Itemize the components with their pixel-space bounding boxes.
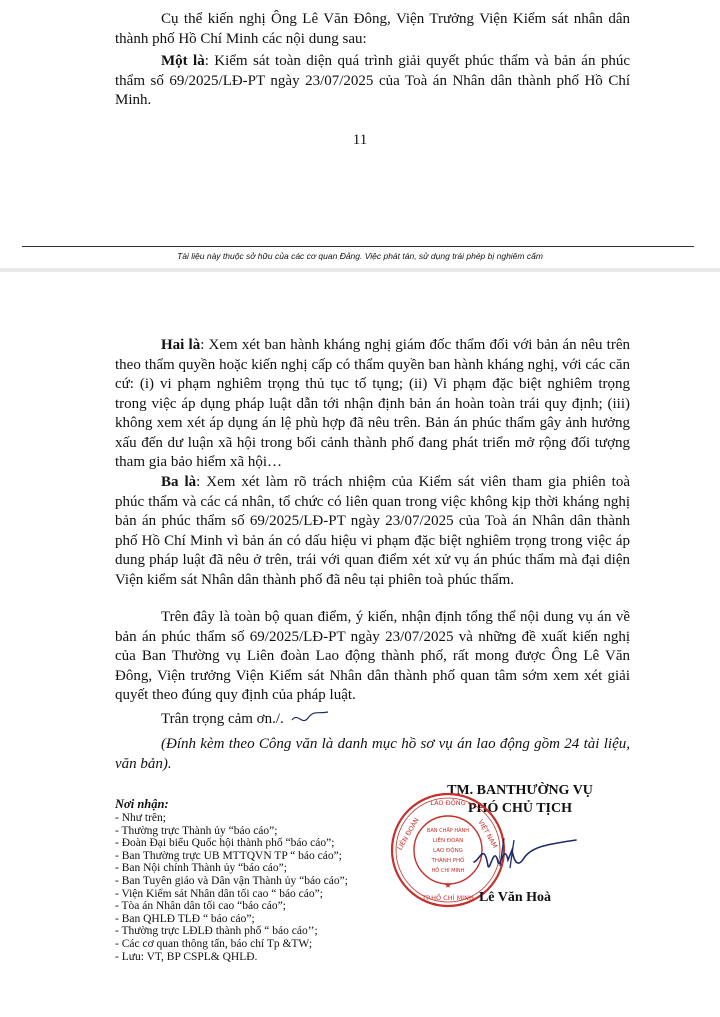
svg-text:LIÊN ĐOÀN: LIÊN ĐOÀN [432, 838, 464, 844]
recipient-item: - Viện Kiểm sát Nhân dân tối cao “ báo cáo”; [115, 887, 323, 900]
attachment-note: (Đính kèm theo Công văn là danh mục hồ sơ vụ án lao động gồm 24 tài liệu, văn bản). [115, 736, 630, 772]
item-one-paragraph [115, 52, 630, 111]
recipient-item: - Thường trực Thành ủy “báo cáo”; [115, 824, 278, 837]
item-two-lead: Hai là [161, 337, 201, 353]
svg-text:★: ★ [444, 881, 452, 890]
document-page-1 [0, 0, 720, 268]
recipient-item: - Đoàn Đại biểu Quốc hội thành phố “báo cáo”; [115, 837, 335, 850]
item-three-text: : Xem xét làm rõ trách nhiệm của Kiểm sát viên tham gia phiên toà phúc thẩm và các cá nhân, tổ chức có liên quan trong việc không kịp thời kháng nghị bản án phúc thẩm số 69/2025/LĐ-PT ngày 23/07/2025 của Toà án Nhân dân thành phố Hồ Chí Minh vì bản án có dấu hiệu vi phạm đặc biệt nghiêm trọng trong việc áp dung pháp luật đã nêu ở trên, trái với quan điểm xét xử vụ án phúc thẩm mà đại diện Viện kiểm sát Nhân dân thành phố đã nêu tại phiên toà phúc thẩm. [115, 474, 630, 588]
handwritten-signature [470, 832, 580, 882]
recipient-item: - Ban Tuyên giáo và Dân vận Thành ủy “báo cáo”; [115, 874, 348, 887]
recipient-item: - Như trên; [115, 812, 166, 824]
item-three-lead: Ba là [161, 474, 197, 490]
salutation: Trân trọng cảm ơn./. [161, 711, 284, 727]
recipients-title: Nơi nhận: [115, 797, 169, 811]
page-number: 11 [352, 132, 368, 148]
svg-text:HỒ CHÍ MINH: HỒ CHÍ MINH [431, 868, 465, 874]
initial-mark [290, 710, 330, 728]
item-one-lead: Một là [161, 53, 205, 69]
recipient-item: - Tòa án Nhân dân tối cao “báo cáo”; [115, 900, 286, 913]
summary-paragraph: Trên đây là toàn bộ quan điểm, ý kiến, nhận định tổng thể nội dung vụ án về bản án phúc thẩm số 69/2025/LĐ-PT ngày 23/07/2025 và những đề xuất kiến nghị của Ban Thường vụ Liên đoàn Lao động thành phố, rất mong được Ông Lê Văn Đông, Viện trưởng Viện Kiểm sát Nhân dân thành phố quan tâm sớm xem xét giải quyết theo đúng quy định của pháp luật. [115, 609, 630, 703]
svg-text:THÀNH PHỐ: THÀNH PHỐ [431, 858, 465, 864]
signer-name: Lê Văn Hoà [478, 890, 552, 905]
footer-confidentiality-note: Tài liệu này thuộc sở hữu của các cơ quan Đảng. Việc phát tán, sử dụng trái phép bị nghiêm cấm [177, 251, 543, 261]
recipient-item: - Thường trực LĐLĐ thành phố “ báo cáo’’; [115, 925, 318, 938]
recipient-item: - Ban Nội chính Thành ủy “báo cáo”; [115, 862, 287, 875]
document-page-2 [0, 272, 720, 1017]
recipient-item: - Ban Thường trực UB MTTQVN TP “ báo cáo”; [115, 849, 342, 862]
svg-text:VIỆT NAM: VIỆT NAM [476, 818, 500, 850]
footer-rule [22, 246, 694, 247]
item-two-paragraph [115, 336, 630, 473]
item-two-text: : Xem xét ban hành kháng nghị giám đốc thẩm đối với bản án nêu trên theo thẩm quyền hoặc kiến nghị cấp có thẩm quyền ban hành kháng nghị, với các căn cứ: (i) vi phạm nghiêm trọng thủ tục tố tụng; (ii) Vi phạm đặc biệt nghiêm trọng trong việc áp dụng pháp luật dẫn tới nhận định bản án hoàn toàn trái quy định; (iii) không xem xét áp dụng án lệ phù hợp đã nêu trên. Bản án phúc thẩm gây ảnh hưởng xấu đến dư luận xã hội trong bối cảnh thành phố đang phát triển mở rộng đối tượng tham gia bảo hiểm xã hội… [115, 337, 630, 470]
item-one-text: : Kiểm sát toàn diện quá trình giải quyết phúc thẩm và bản án phúc thẩm số 69/2025/LĐ-PT ngày 23/07/2025 của Toà án Nhân dân thành phố Hồ Chí Minh. [115, 53, 630, 108]
signature-title-line: TM. BANTHƯỜNG VỤ [447, 783, 593, 798]
recipient-item: - Các cơ quan thông tấn, báo chí Tp &TW; [115, 937, 313, 950]
svg-text:LIÊN ĐOÀN: LIÊN ĐOÀN [395, 816, 421, 852]
svg-text:TP.HỒ CHÍ MINH: TP.HỒ CHÍ MINH [422, 894, 474, 902]
svg-text:LAO ĐỘNG: LAO ĐỘNG [430, 799, 466, 807]
recipient-item: - Lưu: VT, BP CSPL& QHLĐ. [115, 950, 258, 963]
recipient-item: - Ban QHLĐ TLĐ “ báo cáo”; [115, 912, 255, 925]
item-three-paragraph [115, 473, 630, 590]
svg-text:LAO ĐỘNG: LAO ĐỘNG [433, 848, 463, 854]
svg-text:BAN CHẤP HÀNH: BAN CHẤP HÀNH [426, 828, 470, 834]
signature-position-line: PHÓ CHỦ TỊCH [468, 801, 572, 816]
recipients-list [115, 812, 348, 963]
intro-paragraph: Cụ thể kiến nghị Ông Lê Văn Đông, Viện Trưởng Viện Kiểm sát nhân dân thành phố Hồ Chí Minh các nội dung sau: [115, 11, 630, 47]
